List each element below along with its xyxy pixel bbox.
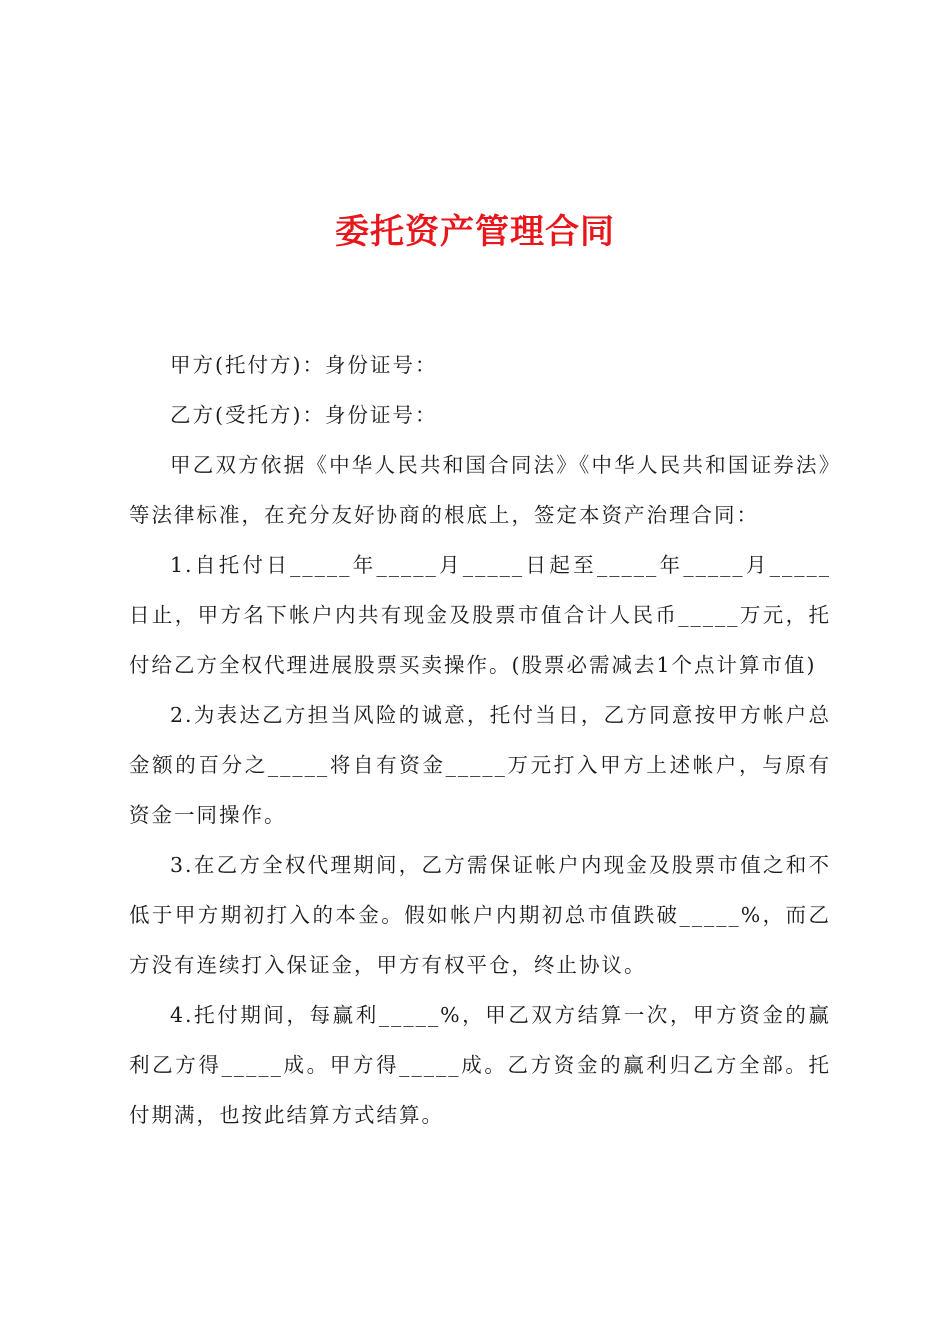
document-title: 委托资产管理合同 [335, 212, 615, 252]
document-body [129, 340, 831, 1140]
party-a-line: 甲方(托付方)：身份证号： [170, 353, 438, 377]
clause-4: 4.托付期间，每赢利_____%，甲乙双方结算一次，甲方资金的赢利乙方得_____成。甲方得_____成。乙方资金的赢利归乙方全部。托付期满，也按此结算方式结算。 [129, 1003, 831, 1127]
party-b-line: 乙方(受托方)：身份证号： [170, 403, 438, 427]
clause-3: 3.在乙方全权代理期间，乙方需保证帐户内现金及股票市值之和不低于甲方期初打入的本金。假如帐户内期初总市值跌破_____%，而乙方没有连续打入保证金，甲方有权平仓，终止协议。 [129, 853, 831, 977]
clause-2: 2.为表达乙方担当风险的诚意，托付当日，乙方同意按甲方帐户总金额的百分之_____将自有资金_____万元打入甲方上述帐户，与原有资金一同操作。 [129, 703, 831, 827]
preamble-paragraph: 甲乙双方依据《中华人民共和国合同法》《中华人民共和国证券法》等法律标准，在充分友好协商的根底上，签定本资产治理合同： [129, 453, 831, 527]
clause-1: 1.自托付日_____年_____月_____日起至_____年_____月_____日止，甲方名下帐户内共有现金及股票市值合计人民币_____万元，托付给乙方全权代理进展股票买卖操作。(股票必需减去1个点计算市值) [129, 553, 831, 677]
